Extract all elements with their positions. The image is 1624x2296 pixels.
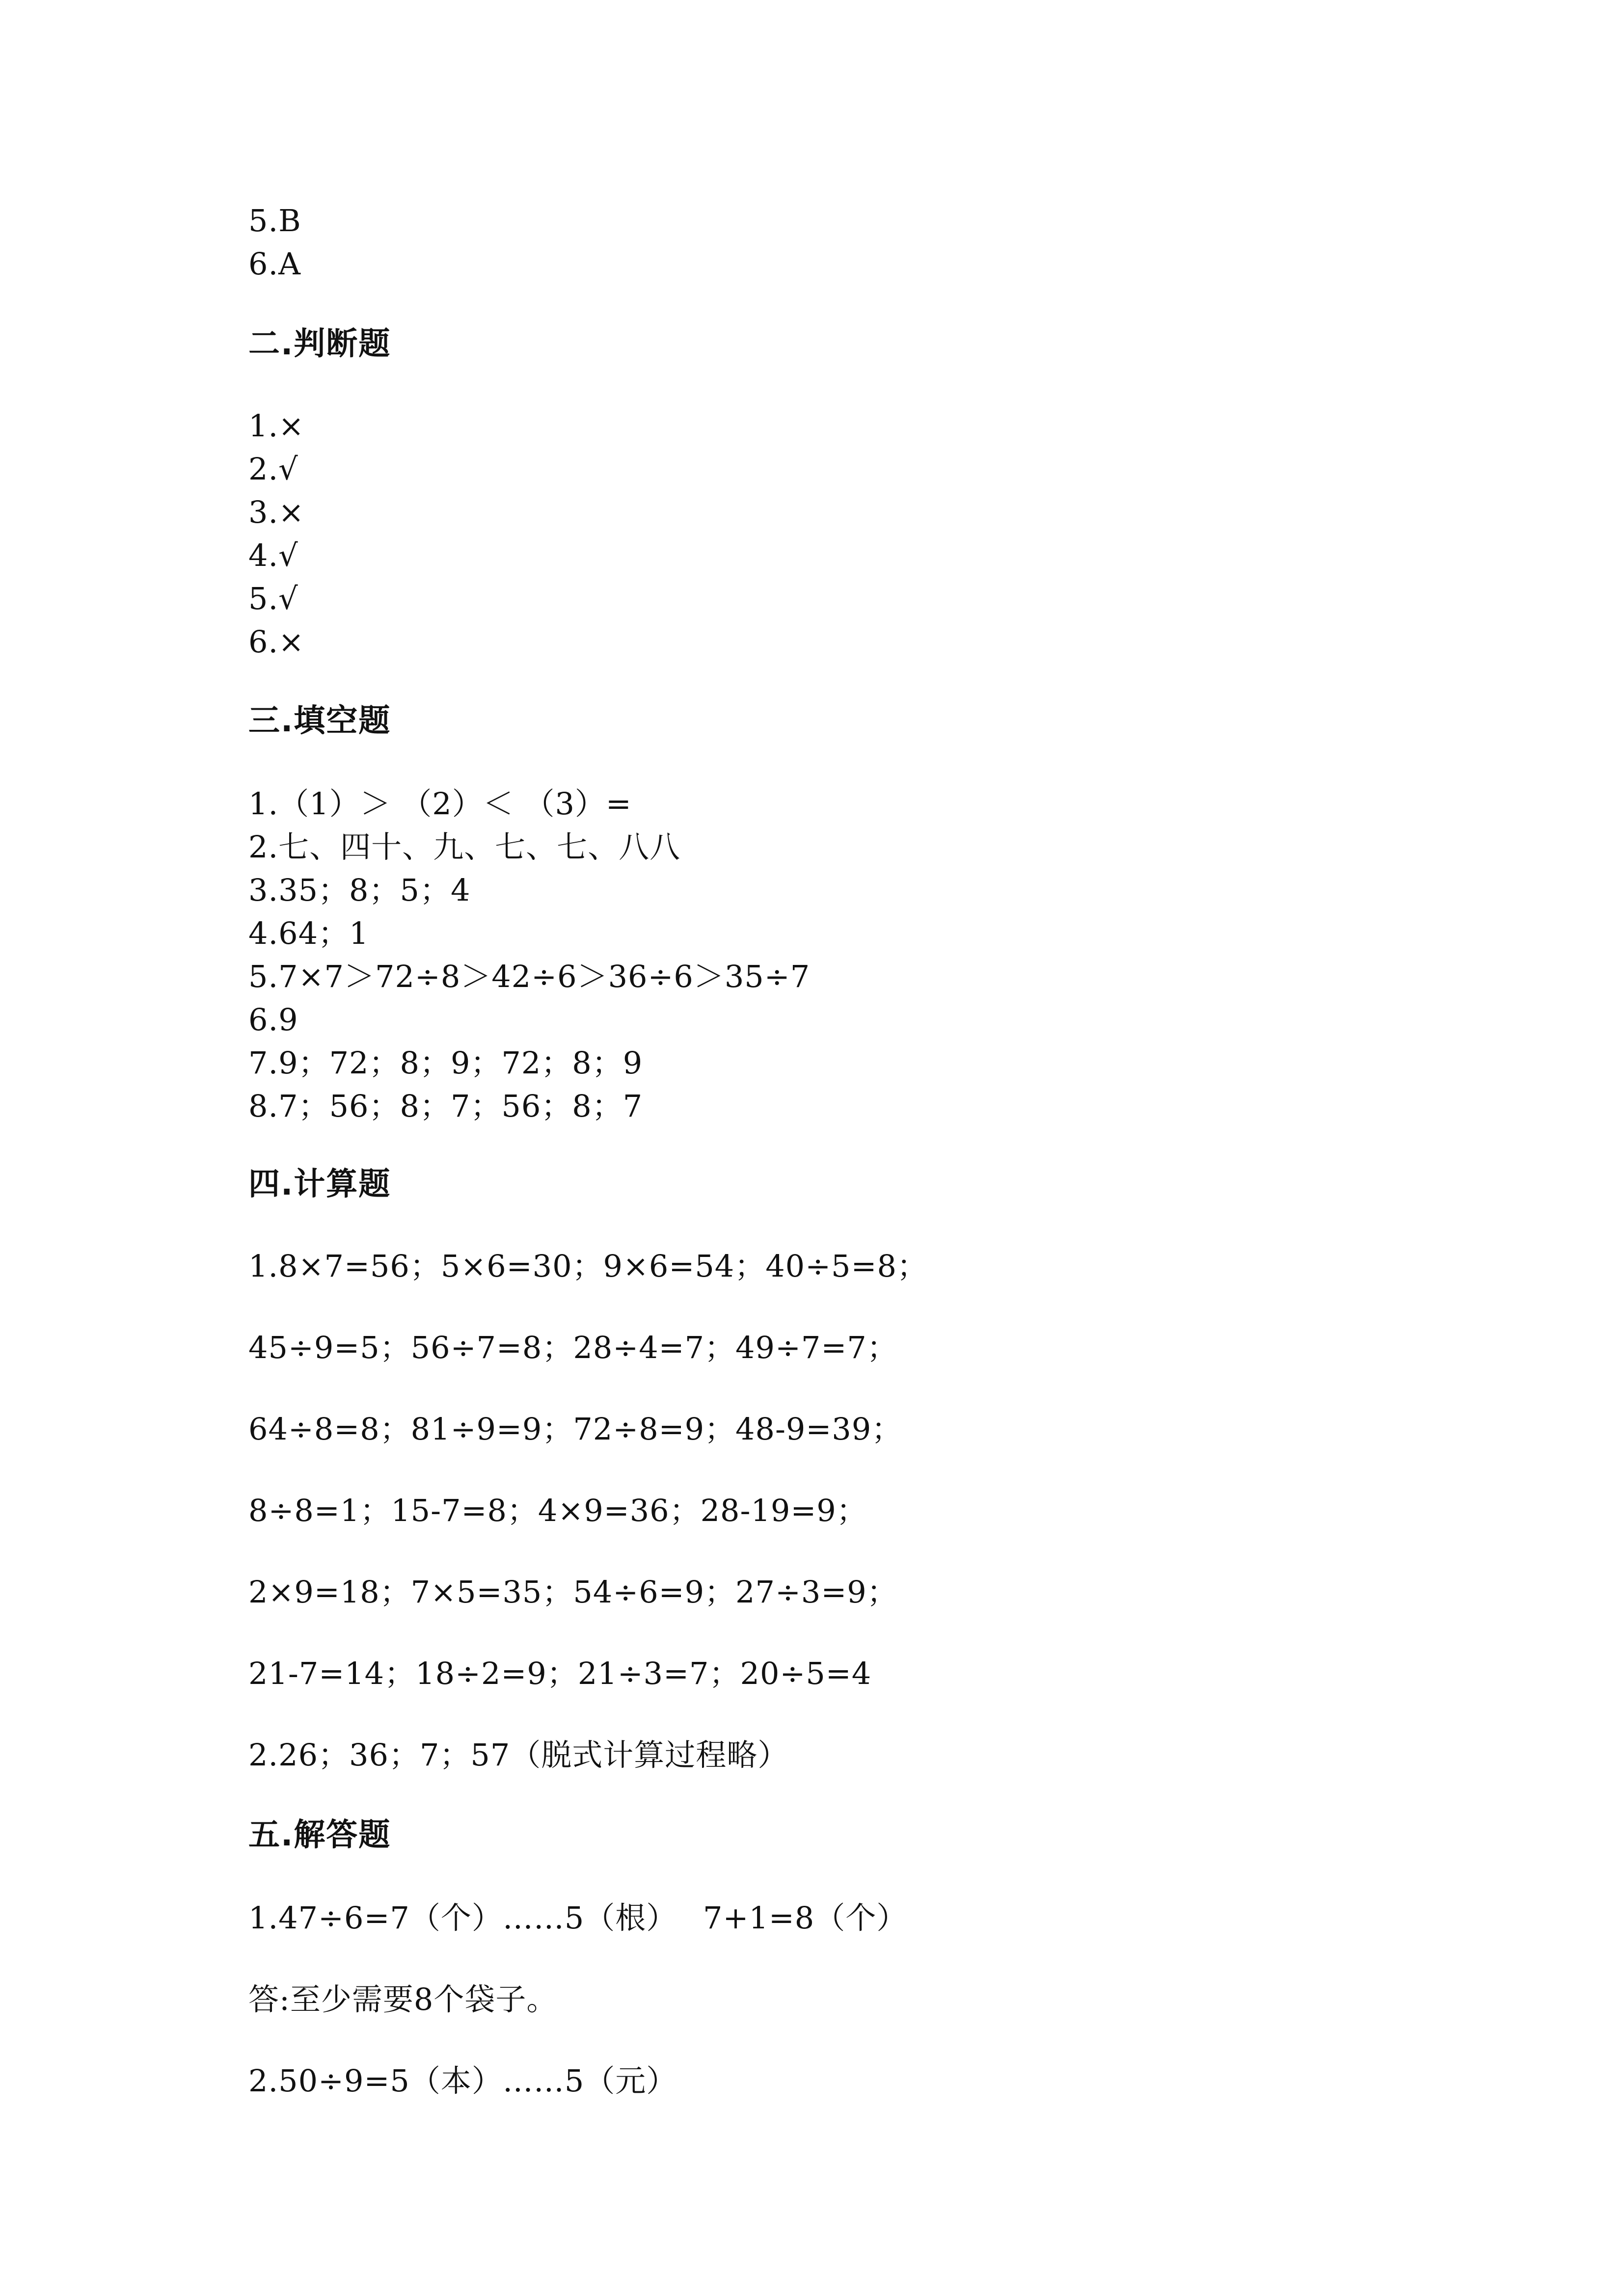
answer-line: 8÷8=1；15-7=8；4×9=36；28-19=9； [248,1493,867,1528]
section-heading-word-problems: 五.解答题 [248,1817,391,1853]
section-heading-judgment: 二.判断题 [248,326,391,362]
answer-line: 64÷8=8；81÷9=9；72÷8=9；48-9=39； [248,1411,903,1447]
answer-line: 5.B [248,203,301,239]
answer-line: 5.7×7＞72÷8＞42÷6＞36÷6＞35÷7 [248,959,811,994]
answer-line: 2.七、四十、九、七、七、八八 [248,829,681,865]
answer-line: 2.26；36；7；57（脱式计算过程略） [248,1737,789,1773]
answer-line: 2.50÷9=5（本）……5（元） [248,2063,677,2099]
answer-line: 6.× [248,624,305,660]
answer-line: 6.A [248,246,301,282]
section-heading-calculation: 四.计算题 [248,1166,391,1202]
section-heading-fill-blank: 三.填空题 [248,703,391,739]
answer-line: 4.√ [248,537,298,573]
answer-line: 1.8×7=56；5×6=30；9×6=54；40÷5=8； [248,1248,928,1284]
answer-line: 7.9；72；8；9；72；8；9 [248,1045,643,1081]
answer-line: 6.9 [248,1002,298,1038]
answer-line: 1.47÷6=7（个）……5（根） 7+1=8（个） [248,1900,908,1936]
answer-line: 1.（1）＞ （2）＜ （3）= [248,786,632,822]
answer-line: 21-7=14；18÷2=9；21÷3=7；20÷5=4 [248,1655,872,1691]
answer-line: 1.× [248,408,305,444]
answer-line: 2×9=18；7×5=35；54÷6=9；27÷3=9； [248,1574,898,1610]
answer-line: 5.√ [248,581,298,616]
answer-line: 3.35；8；5；4 [248,872,471,908]
answer-line: 8.7；56；8；7；56；8；7 [248,1088,643,1124]
answer-line: 3.× [248,494,305,530]
answer-line: 4.64；1 [248,915,369,951]
answer-line: 45÷9=5；56÷7=8；28÷4=7；49÷7=7； [248,1330,898,1365]
answer-line: 2.√ [248,451,298,487]
answer-line: 答:至少需要8个袋子。 [248,1981,558,2017]
